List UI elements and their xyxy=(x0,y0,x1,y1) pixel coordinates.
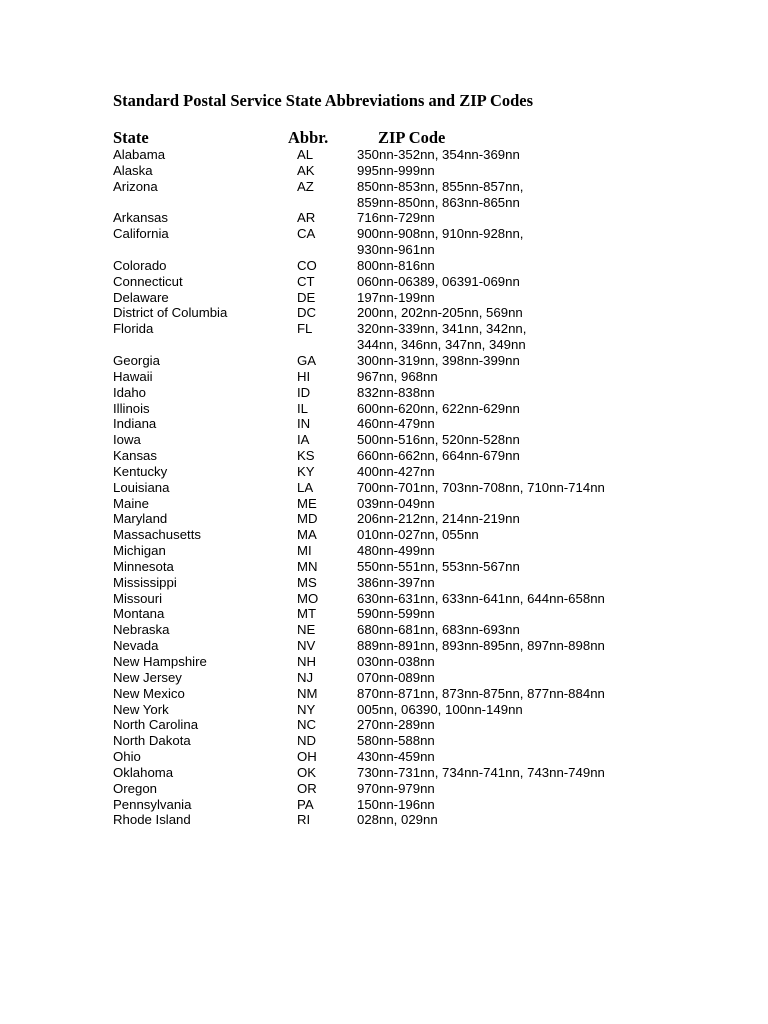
state-name: Indiana xyxy=(113,416,157,432)
zip-code-ranges xyxy=(357,385,435,401)
table-row xyxy=(0,179,768,211)
table-row xyxy=(0,480,768,496)
zip-code-line: 197nn-199nn xyxy=(357,289,435,305)
table-row xyxy=(0,321,768,353)
state-name: Nebraska xyxy=(113,622,170,638)
state-name: Alaska xyxy=(113,162,153,178)
state-name: Massachusetts xyxy=(113,527,201,543)
state-name: Nevada xyxy=(113,638,159,654)
zip-code-line: 832nn-838nn xyxy=(357,384,435,400)
state-name: Ohio xyxy=(113,749,141,765)
zip-code-line: 028nn, 029nn xyxy=(357,812,438,828)
table-row xyxy=(0,274,768,290)
zip-code-line: 870nn-871nn, 873nn-875nn, 877nn-884nn xyxy=(357,685,605,701)
table-row xyxy=(0,369,768,385)
table-row xyxy=(0,353,768,369)
state-name: Hawaii xyxy=(113,368,153,384)
table-row xyxy=(0,258,768,274)
zip-code-ranges xyxy=(357,559,520,575)
table-row xyxy=(0,305,768,321)
zip-code-line: 030nn-038nn xyxy=(357,654,435,669)
zip-code-ranges xyxy=(357,480,605,496)
state-abbreviation: NJ xyxy=(297,669,314,685)
state-abbreviation: NE xyxy=(297,622,316,638)
state-name: Alabama xyxy=(113,147,166,162)
table-row xyxy=(0,717,768,733)
zip-code-ranges xyxy=(357,305,523,321)
zip-code-line: 970nn-979nn xyxy=(357,780,435,796)
state-name: Maine xyxy=(113,495,149,511)
state-abbreviation: IN xyxy=(297,416,311,432)
table-row xyxy=(0,733,768,749)
zip-code-line: 070nn-089nn xyxy=(357,669,435,685)
table-row xyxy=(0,448,768,464)
state-abbreviation: AK xyxy=(297,162,315,178)
zip-code-ranges xyxy=(357,543,435,559)
zip-code-ranges xyxy=(357,321,526,353)
table-row xyxy=(0,670,768,686)
state-abbreviation: MT xyxy=(297,606,317,622)
state-abbreviation: AL xyxy=(297,147,314,162)
state-name: Oklahoma xyxy=(113,764,174,780)
zip-code-line: 005nn, 06390, 100nn-149nn xyxy=(357,701,523,717)
state-abbreviation: DE xyxy=(297,289,316,305)
zip-code-ranges xyxy=(357,226,523,258)
state-abbreviation: MD xyxy=(297,511,318,527)
table-row xyxy=(0,702,768,718)
zip-code-ranges xyxy=(357,527,479,543)
state-name: Louisiana xyxy=(113,479,170,495)
table-row xyxy=(0,496,768,512)
zip-code-ranges xyxy=(357,369,438,385)
zip-code-ranges xyxy=(357,765,605,781)
zip-code-line: 995nn-999nn xyxy=(357,162,435,178)
state-name: Michigan xyxy=(113,543,166,559)
zip-code-line: 386nn-397nn xyxy=(357,574,435,590)
zip-code-line: 630nn-631nn, 633nn-641nn, 644nn-658nn xyxy=(357,590,605,606)
table-row xyxy=(0,765,768,781)
zip-code-line: 500nn-516nn, 520nn-528nn xyxy=(357,432,520,448)
table-row xyxy=(0,543,768,559)
zip-code-line: 967nn, 968nn xyxy=(357,368,438,384)
state-abbreviation: NV xyxy=(297,638,316,654)
table-row xyxy=(0,575,768,591)
zip-code-ranges xyxy=(357,717,435,733)
table-row xyxy=(0,464,768,480)
state-name: Missouri xyxy=(113,590,163,606)
zip-code-line: 550nn-551nn, 553nn-567nn xyxy=(357,558,520,574)
state-name: Oregon xyxy=(113,780,157,796)
state-abbreviation: MN xyxy=(297,558,318,574)
table-row xyxy=(0,749,768,765)
state-abbreviation: LA xyxy=(297,479,314,495)
zip-code-line: 206nn-212nn, 214nn-219nn xyxy=(357,511,520,527)
column-header-abbr: Abbr. xyxy=(288,128,329,147)
table-row xyxy=(0,401,768,417)
state-abbreviation: PA xyxy=(297,796,314,812)
state-name: New Jersey xyxy=(113,669,182,685)
zip-code-line: 900nn-908nn, 910nn-928nn, xyxy=(357,226,524,242)
zip-code-line: 850nn-853nn, 855nn-857nn, xyxy=(357,178,524,194)
zip-code-line: 200nn, 202nn-205nn, 569nn xyxy=(357,305,523,321)
zip-code-line: 350nn-352nn, 354nn-369nn xyxy=(357,147,520,162)
table-row xyxy=(0,812,768,828)
zip-code-line: 716nn-729nn xyxy=(357,210,435,226)
zip-code-ranges xyxy=(357,670,435,686)
state-abbreviation: CA xyxy=(297,226,316,242)
state-name: Arizona xyxy=(113,178,158,194)
state-name: North Dakota xyxy=(113,733,191,749)
state-abbreviation: MS xyxy=(297,574,317,590)
zip-code-ranges xyxy=(357,781,435,797)
state-name: Delaware xyxy=(113,289,169,305)
zip-code-line: 680nn-681nn, 683nn-693nn xyxy=(357,622,520,638)
table-row xyxy=(0,432,768,448)
zip-code-ranges xyxy=(357,210,435,226)
state-name: New Mexico xyxy=(113,685,185,701)
state-name: North Carolina xyxy=(113,717,199,733)
state-name: Georgia xyxy=(113,352,160,368)
table-row xyxy=(0,385,768,401)
zip-code-ranges xyxy=(357,511,520,527)
state-abbreviation: MO xyxy=(297,590,319,606)
zip-code-ranges xyxy=(357,274,520,290)
zip-code-ranges xyxy=(357,654,435,670)
state-abbreviation: MA xyxy=(297,527,317,543)
table-row xyxy=(0,147,768,163)
state-name: Pennsylvania xyxy=(113,796,192,812)
zip-code-line: 344nn, 346nn, 347nn, 349nn xyxy=(357,337,526,353)
state-abbreviation: OK xyxy=(297,764,317,780)
state-abbreviation: CT xyxy=(297,273,315,289)
state-name: Minnesota xyxy=(113,558,174,574)
state-abbreviation: AZ xyxy=(297,178,314,194)
state-name: New Hampshire xyxy=(113,654,207,669)
state-name: California xyxy=(113,226,169,242)
zip-code-line: 150nn-196nn xyxy=(357,796,435,812)
state-abbreviation: CO xyxy=(297,257,317,273)
state-abbreviation: ID xyxy=(297,384,311,400)
zip-code-line: 660nn-662nn, 664nn-679nn xyxy=(357,448,520,464)
zip-code-ranges xyxy=(357,290,435,306)
table-row xyxy=(0,527,768,543)
state-abbreviation: NM xyxy=(297,685,318,701)
zip-code-ranges xyxy=(357,812,438,828)
zip-code-ranges xyxy=(357,464,435,480)
table-row xyxy=(0,559,768,575)
table-row xyxy=(0,686,768,702)
column-header-state: State xyxy=(113,128,149,147)
state-name: Connecticut xyxy=(113,273,183,289)
table-row xyxy=(0,654,768,670)
page-title: Standard Postal Service State Abbreviations and ZIP Codes xyxy=(113,91,534,110)
state-name: Idaho xyxy=(113,384,147,400)
zip-code-ranges xyxy=(357,163,435,179)
state-abbreviation: IL xyxy=(297,400,308,416)
state-name: Maryland xyxy=(113,511,168,527)
zip-code-ranges xyxy=(357,606,435,622)
table-row xyxy=(0,622,768,638)
zip-code-ranges xyxy=(357,353,520,369)
state-abbreviation: DC xyxy=(297,305,317,321)
zip-code-line: 460nn-479nn xyxy=(357,416,435,432)
state-abbreviation: OR xyxy=(297,780,317,796)
zip-code-line: 590nn-599nn xyxy=(357,606,435,622)
state-name: Illinois xyxy=(113,400,150,416)
state-abbreviation: AR xyxy=(297,210,316,226)
state-abbreviation: RI xyxy=(297,812,311,828)
zip-code-ranges xyxy=(357,416,435,432)
zip-code-line: 010nn-027nn, 055nn xyxy=(357,527,479,543)
zip-code-ranges xyxy=(357,432,520,448)
zip-code-ranges xyxy=(357,733,435,749)
zip-code-line: 060nn-06389, 06391-069nn xyxy=(357,273,520,289)
state-abbreviation: NC xyxy=(297,717,317,733)
zip-code-line: 730nn-731nn, 734nn-741nn, 743nn-749nn xyxy=(357,764,605,780)
table-row xyxy=(0,606,768,622)
zip-code-line: 800nn-816nn xyxy=(357,257,435,273)
zip-code-ranges xyxy=(357,401,520,417)
table-row xyxy=(0,210,768,226)
table-row xyxy=(0,638,768,654)
state-name: Montana xyxy=(113,606,165,622)
state-abbreviation: ME xyxy=(297,495,317,511)
table-row xyxy=(0,591,768,607)
zip-code-ranges xyxy=(357,591,605,607)
zip-code-ranges xyxy=(357,686,605,702)
zip-code-ranges xyxy=(357,448,520,464)
state-name: Florida xyxy=(113,321,154,337)
zip-code-line: 700nn-701nn, 703nn-708nn, 710nn-714nn xyxy=(357,479,605,495)
state-name: Kentucky xyxy=(113,463,168,479)
table-row xyxy=(0,797,768,813)
zip-code-line: 930nn-961nn xyxy=(357,242,435,258)
state-abbreviation: KS xyxy=(297,448,315,464)
state-name: New York xyxy=(113,701,169,717)
zip-code-line: 480nn-499nn xyxy=(357,543,435,559)
zip-code-line: 320nn-339nn, 341nn, 342nn, xyxy=(357,321,527,337)
table-row xyxy=(0,163,768,179)
table-row xyxy=(0,226,768,258)
zip-code-line: 300nn-319nn, 398nn-399nn xyxy=(357,352,520,368)
column-header-zip-code: ZIP Code xyxy=(378,128,446,147)
table-row xyxy=(0,781,768,797)
state-abbreviation: MI xyxy=(297,543,312,559)
state-abbreviation: OH xyxy=(297,749,317,765)
zip-code-line: 430nn-459nn xyxy=(357,749,435,765)
zip-code-line: 889nn-891nn, 893nn-895nn, 897nn-898nn xyxy=(357,638,605,654)
zip-code-ranges xyxy=(357,575,435,591)
state-abbreviation: KY xyxy=(297,463,315,479)
state-abbreviation: FL xyxy=(297,321,313,337)
zip-code-line: 270nn-289nn xyxy=(357,717,435,733)
state-name: Colorado xyxy=(113,257,167,273)
state-abbreviation: IA xyxy=(297,432,310,448)
zip-code-ranges xyxy=(357,702,523,718)
state-name: Mississippi xyxy=(113,574,177,590)
zip-code-ranges xyxy=(357,797,435,813)
zip-code-ranges xyxy=(357,258,435,274)
zip-code-ranges xyxy=(357,638,605,654)
state-name: Arkansas xyxy=(113,210,168,226)
state-name: Rhode Island xyxy=(113,812,191,828)
state-name: District of Columbia xyxy=(113,305,228,321)
zip-code-line: 859nn-850nn, 863nn-865nn xyxy=(357,194,520,210)
zip-code-line: 400nn-427nn xyxy=(357,463,435,479)
zip-code-ranges xyxy=(357,147,520,163)
table-row xyxy=(0,290,768,306)
zip-code-line: 580nn-588nn xyxy=(357,733,435,749)
zip-code-ranges xyxy=(357,496,435,512)
table-row xyxy=(0,511,768,527)
state-name: Iowa xyxy=(113,432,141,448)
zip-code-line: 600nn-620nn, 622nn-629nn xyxy=(357,400,520,416)
zip-code-ranges xyxy=(357,749,435,765)
state-abbreviation: NY xyxy=(297,701,316,717)
table-row xyxy=(0,416,768,432)
state-name: Kansas xyxy=(113,448,157,464)
zip-code-ranges xyxy=(357,622,520,638)
state-zip-table xyxy=(0,147,768,828)
state-abbreviation: GA xyxy=(297,352,317,368)
state-abbreviation: HI xyxy=(297,368,311,384)
zip-code-ranges xyxy=(357,179,523,211)
state-abbreviation: NH xyxy=(297,654,317,669)
zip-code-line: 039nn-049nn xyxy=(357,495,435,511)
state-abbreviation: ND xyxy=(297,733,317,749)
